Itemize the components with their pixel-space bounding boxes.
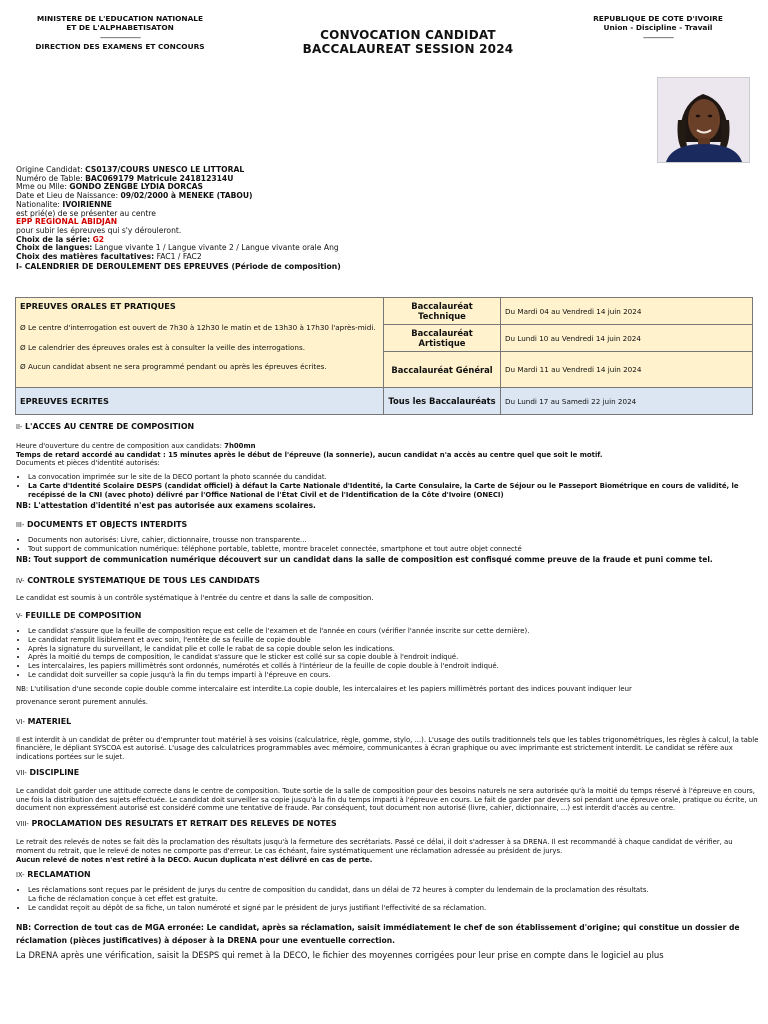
republic-line1: REPUBLIQUE DE COTE D'IVOIRE bbox=[593, 14, 723, 23]
section-8-title: PROCLAMATION DES RESULTATS ET RETRAIT DES RELEVES DE NOTES bbox=[31, 819, 337, 829]
instructions-body bbox=[16, 423, 760, 960]
bac-general: Baccalauréat Général bbox=[384, 352, 501, 388]
s2-hour-line bbox=[16, 442, 760, 451]
section-3-title: DOCUMENTS ET OBJECTS INTERDITS bbox=[26, 520, 188, 530]
oral-item-1: Ø Le centre d'interrogation est ouvert de 7h30 à 12h30 le matin et de 13h30 à 17h30 l'après-midi. bbox=[20, 323, 376, 332]
section-4-heading bbox=[16, 577, 760, 586]
title-line1: CONVOCATION CANDIDAT bbox=[320, 28, 496, 42]
s9-bullet-2: • Le candidat reçoit au dépôt de sa fiche, un talon numéroté et signé par le président de jurys justifiant l'effectivité de sa réclamation. bbox=[28, 904, 760, 913]
oral-exams-cell bbox=[16, 298, 384, 388]
langues-value: Langue vivante 1 / Langue vivante 2 / Langue vivante orale Ang bbox=[94, 243, 339, 253]
facult-value: FAC1 / FAC2 bbox=[156, 252, 202, 262]
written-exams-title: EPREUVES ECRITES bbox=[16, 388, 384, 415]
section-5-heading bbox=[16, 612, 760, 621]
table-number-value: BAC069179 Matricule 241812314U bbox=[85, 173, 234, 183]
bac-artistique: Baccalauréat Artistique bbox=[384, 325, 501, 352]
s8-text: Le retrait des relevés de notes se fait dès la proclamation des résultats jusqu'à la fermeture des secrétariats. Passé ce délai, il doit s'adresser à sa DRENA. Il est recommandé à chaque candidat de vérifier, au moment du retrait, que le relevé de notes ne comporte pas d'erreur. Le cas échéant, faire systématiquement une réclamation adressée au président de jurys. bbox=[16, 837, 733, 855]
document-title bbox=[248, 28, 568, 56]
section-6-numeral: VI- bbox=[16, 717, 25, 726]
section-3-numeral: III- bbox=[16, 521, 25, 530]
s5-nb-1: NB: L'utilisation d'une seconde copie double comme intercalaire est interdite.La copie double, les intercalaires et les papiers millimètrés portant des indices pouvant indiquer leur bbox=[16, 684, 632, 693]
s3-bullet-2: • Tout support de communication numérique: téléphone portable, tablette, montre bracelet connectée, smartphone et tout autre objet connecté bbox=[28, 545, 760, 554]
name-value: GONDO ZENGBE LYDIA DORCAS bbox=[69, 182, 204, 192]
s5-bullet-4: • Après la moitié du temps de composition, le candidat s'assure que le sticker est collé sur sa copie double à l'endroit indiqué. bbox=[28, 653, 760, 662]
written-exams-bac: Tous les Baccalauréats bbox=[384, 388, 501, 415]
s9-last: La DRENA après une vérification, saisit la DESPS qui remet à la DECO, le fichier des moyennes corrigées pour leur prise en compte dans le logiciel au plus bbox=[16, 950, 664, 961]
calendar-heading bbox=[16, 263, 516, 272]
s5-list bbox=[16, 627, 760, 680]
s2-list bbox=[16, 473, 760, 499]
serie-label: Choix de la série: bbox=[16, 234, 91, 244]
oral-exams-title: EPREUVES ORALES ET PRATIQUES bbox=[20, 301, 176, 311]
exam-calendar-table bbox=[15, 297, 753, 415]
s2-docs: Documents et pièces d'identité autorisés: bbox=[16, 459, 160, 468]
section-3-heading bbox=[16, 521, 760, 530]
section-6-title: MATERIEL bbox=[27, 716, 72, 726]
section-6-heading bbox=[16, 718, 760, 727]
table-number-label: Numéro de Table: bbox=[16, 173, 83, 183]
exam-centre: EPP REGIONAL ABIDJAN bbox=[16, 217, 118, 227]
s2-bullet-1: • La convocation imprimée sur le site de la DECO portant la photo scannée du candidat. bbox=[28, 473, 760, 482]
section-4-title: CONTROLE SYSTEMATIQUE DE TOUS LES CANDIDATS bbox=[27, 575, 260, 585]
section-5-numeral: V- bbox=[16, 612, 23, 621]
section-7-title: DISCIPLINE bbox=[29, 767, 80, 777]
s7-text: Le candidat doit garder une attitude correcte dans le centre de composition. Toute sortie de la salle de composition pour des besoins naturels ne sera autorisée qu'à la moitié du temps réservé à l'épreuve en cours, une fois la distribution des sujets effectuée. Le candidat doit surveiller sa copie jusqu'à la fin du temps imparti à l'épreuve en cours. Le fait de garder par devers soi pendant une épreuve orale, pratique ou écrite, un document non expressément autorisé est considéré comme une tentative de fraude. Par conséquent, tout document non autorisé (livre, cahier, dictionnaire, ...) est interdit d'accès au centre. bbox=[16, 786, 758, 813]
section-2-title: L'ACCES AU CENTRE DE COMPOSITION bbox=[25, 422, 195, 431]
s2-hour-label: Heure d'ouverture du centre de composition aux candidats: bbox=[16, 441, 222, 450]
s5-bullet-1: • Le candidat s'assure que la feuille de composition reçue est celle de l'examen et de l'année en cours (vérifier l'année inscrite sur cette dernière). bbox=[28, 627, 760, 636]
facult-row bbox=[16, 253, 516, 262]
present-line: est prié(e) de se présenter au centre bbox=[16, 208, 156, 218]
s9-bullet-1-text: Les réclamations sont reçues par le président de jurys du centre de composition du candidat, dans un délai de 72 heures à compter du lendemain de la proclamation des résultats. bbox=[28, 886, 649, 895]
bac-technique: Baccalauréat Technique bbox=[384, 298, 501, 325]
bac-artistique-date: Du Lundi 10 au Vendredi 14 juin 2024 bbox=[501, 325, 753, 352]
nationality-value: IVOIRIENNE bbox=[62, 199, 112, 209]
s2-bullet-2: • La Carte d'Identité Scolaire DESPS (candidat officiel) à défaut la Carte Nationale d'Identité, la Carte Consulaire, la Carte de Séjour ou le Passeport Biométrique en cours de validité, le recépissé de la CNI (avec photo) délivré par l'Office National de l'État Civil et de l'Identification de la Côte d'Ivoire (ONECI) bbox=[28, 482, 760, 500]
oral-item-2: Ø Le calendrier des épreuves orales est à consulter la veille des interrogations. bbox=[20, 343, 306, 353]
calendar-row-ecrites bbox=[16, 388, 753, 415]
s3-list bbox=[16, 536, 760, 554]
section-4-numeral: IV- bbox=[16, 576, 25, 585]
s5-bullet-6: • Le candidat doit surveiller sa copie jusqu'à la fin du temps imparti à l'épreuve en cours. bbox=[28, 671, 760, 680]
ministry-line3: DIRECTION DES EXAMENS ET CONCOURS bbox=[35, 42, 205, 52]
subir-line: pour subir les épreuves qui s'y dérouleront. bbox=[16, 225, 182, 235]
origine-value: CS0137/COURS UNESCO LE LITTORAL bbox=[85, 165, 245, 174]
s2-delay: Temps de retard accordé au candidat : 15 minutes après le début de l'épreuve (la sonnerie), aucun candidat n'a accès au centre quel que soit le motif. bbox=[16, 450, 603, 459]
bac-general-date: Du Mardi 11 au Vendredi 14 juin 2024 bbox=[501, 352, 753, 388]
bac-technique-date: Du Mardi 04 au Vendredi 14 juin 2024 bbox=[501, 298, 753, 325]
section-2-numeral: II- bbox=[16, 423, 23, 431]
section-7-heading bbox=[16, 769, 760, 778]
republic-header bbox=[572, 14, 744, 42]
s9-list bbox=[16, 886, 760, 912]
facult-label: Choix des matières facultatives: bbox=[16, 252, 155, 262]
s8-bold: Aucun relevé de notes n'est retiré à la DECO. Aucun duplicata n'est délivré en cas de perte. bbox=[16, 855, 373, 864]
name-label: Mme ou Mlle: bbox=[16, 182, 67, 192]
section-5-title: FEUILLE DE COMPOSITION bbox=[25, 611, 142, 621]
section-9-heading bbox=[16, 871, 760, 880]
section-9-numeral: IX- bbox=[16, 871, 25, 880]
written-exams-date: Du Lundi 17 au Samedi 22 juin 2024 bbox=[501, 388, 753, 415]
calendar-heading-text: I- CALENDRIER DE DEROULEMENT DES EPREUVES (Période de composition) bbox=[16, 261, 341, 271]
s9-nb: NB: Correction de tout cas de MGA erronée: Le candidat, après sa réclamation, saisit immédiatement le chef de son établissement d'origine; qui constitue un dossier de réclamation (pièces justificatives) à déposer à la DRENA pour une eventuelle correction. bbox=[16, 923, 740, 946]
ministry-line2: ET DE L'ALPHABETISATON bbox=[66, 23, 174, 33]
s2-hour-value: 7h00mn bbox=[224, 441, 256, 450]
serie-value: G2 bbox=[92, 234, 105, 244]
candidate-portrait-image bbox=[658, 78, 749, 162]
nationality-label: Nationalite: bbox=[16, 199, 60, 209]
s2-nb: NB: L'attestation d'identité n'est pas autorisée aux examens scolaires. bbox=[16, 500, 316, 510]
birth-label: Date et Lieu de Naissance: bbox=[16, 191, 119, 201]
title-line2: BACCALAUREAT SESSION 2024 bbox=[302, 42, 514, 56]
s5-bullet-3: • Après la signature du surveillant, le candidat plie et colle le rabat de sa copie double selon les indications. bbox=[28, 645, 760, 654]
republic-dashes: ------------------ bbox=[642, 32, 673, 42]
republic-motto: Union - Discipline - Travail bbox=[603, 23, 713, 33]
s3-nb: NB: Tout support de communication numérique découvert sur un candidat dans la salle de composition est confisqué comme preuve de la fraude et puni comme tel. bbox=[16, 554, 713, 564]
s4-text: Le candidat est soumis à un contrôle systématique à l'entrée du centre et dans la salle de composition. bbox=[16, 594, 374, 603]
origine-label: Origine Candidat: bbox=[16, 165, 83, 174]
ministry-header bbox=[20, 14, 220, 52]
s5-bullet-2: • Le candidat remplit lisiblement et avec soin, l'entête de sa feuille de copie double bbox=[28, 636, 760, 645]
section-2-heading bbox=[16, 423, 760, 432]
s9-bullet-1 bbox=[28, 886, 760, 904]
s9-bullet-1-sub: La fiche de réclamation conçue à cet effet est gratuite. bbox=[28, 894, 218, 903]
candidate-info bbox=[16, 166, 516, 271]
s3-bullet-1: • Documents non autorisés: Livre, cahier, dictionnaire, trousse non transparente... bbox=[28, 536, 760, 545]
ministry-line1: MINISTERE DE L'EDUCATION NATIONALE bbox=[36, 14, 204, 23]
ministry-dashes: ------------------------ bbox=[99, 32, 140, 42]
s5-bullet-5: • Les intercalaires, les papiers millimètrés sont ordonnés, numérotés et collés à l'intérieur de la feuille de copie double à l'endroit indiqué. bbox=[28, 662, 760, 671]
section-7-numeral: VII- bbox=[16, 768, 27, 777]
s5-nb-2: provenance seront purement annulés. bbox=[16, 697, 148, 706]
calendar-row-technique bbox=[16, 298, 753, 325]
langues-label: Choix de langues: bbox=[16, 243, 93, 253]
section-8-numeral: VIII- bbox=[16, 820, 29, 829]
candidate-photo bbox=[657, 77, 750, 163]
section-8-heading bbox=[16, 820, 760, 829]
s6-text: Il est interdit à un candidat de prêter ou d'emprunter tout matériel à ses voisins (calculatrice, règle, gomme, stylo, ...). L'usage des outils traditionnels tels que les tables trigonométriques, les règles à calcul, la table financière, le dépliant SYSCOA est autorisé. L'usage des calculatrices programmables avec mémoire, communicantes à écran graphique ou avec imprimante est strictement interdit. Le candidat se réfère aux indications portées sur le sujet. bbox=[16, 735, 759, 762]
birth-value: 09/02/2000 à MENEKE (TABOU) bbox=[120, 191, 253, 201]
section-9-title: RECLAMATION bbox=[27, 870, 91, 880]
oral-item-3: Ø Aucun candidat absent ne sera programmé pendant ou après les épreuves écrites. bbox=[20, 362, 327, 372]
